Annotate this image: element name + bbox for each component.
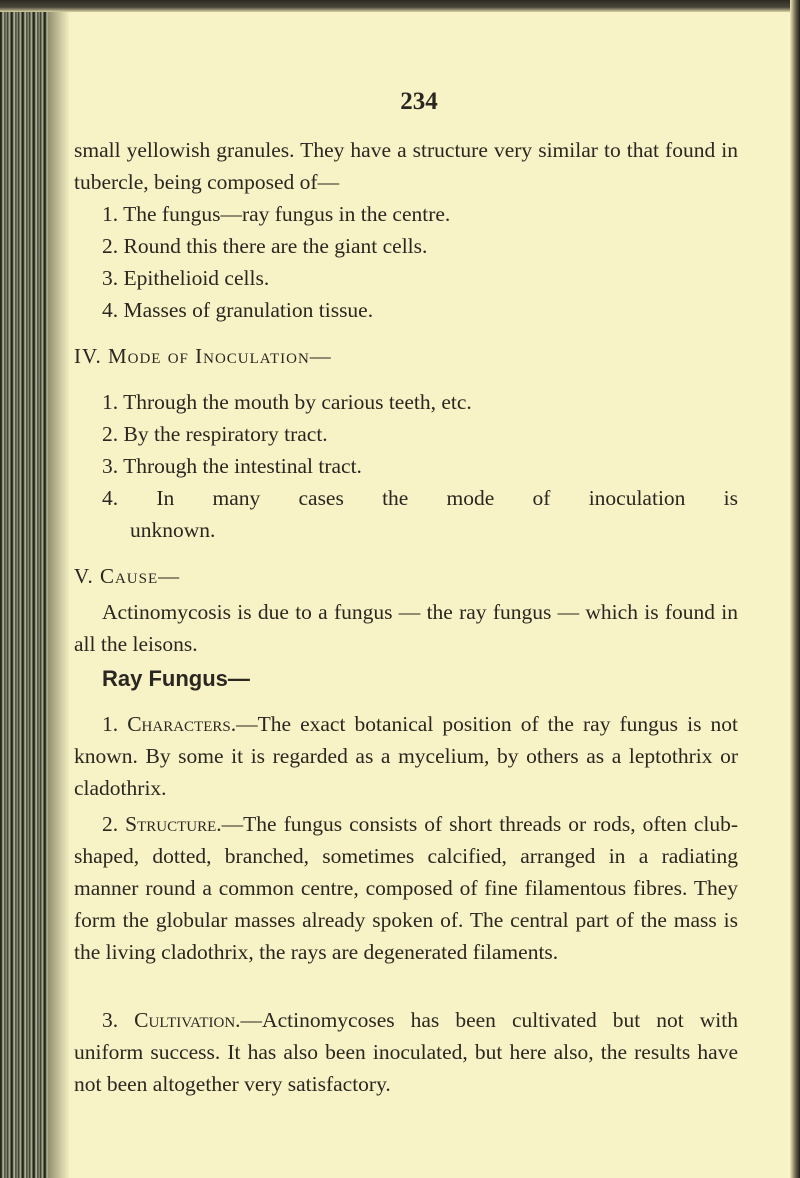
inoculation-item-4-continuation: unknown. — [130, 518, 216, 542]
characters-paragraph — [74, 708, 738, 804]
inoculation-item-4: 4. In many cases the mode of inoculation is — [102, 486, 738, 510]
inoculation-item-3: 3. Through the intestinal tract. — [102, 454, 362, 478]
spine-shadow — [48, 0, 70, 1178]
cause-text: Actinomycosis is due to a fungus — the ray fungus — which is found in all the leisons. — [74, 600, 738, 656]
cultivation-paragraph — [74, 1004, 738, 1100]
structure-label: 2. Structure. — [102, 812, 222, 836]
cultivation-text: —Actinomycoses has been cultivated but not with uniform success. It has also been inoculated, but here also, the results have not been altogether very satisfactory. — [74, 1008, 738, 1096]
characters-text: —The exact botanical position of the ray fungus is not known. By some it is regarded as a mycelium, by others as a leptothrix or cladothrix. — [74, 712, 738, 800]
structure-item-3: 3. Epithelioid cells. — [102, 266, 270, 290]
ray-fungus-heading: Ray Fungus— — [102, 666, 250, 691]
cause-paragraph — [74, 596, 738, 660]
inoculation-item-1: 1. Through the mouth by carious teeth, etc. — [102, 390, 472, 414]
structure-paragraph — [74, 808, 738, 968]
structure-item-4: 4. Masses of granulation tissue. — [102, 298, 374, 322]
page-right-edge — [790, 0, 800, 1178]
structure-item-2: 2. Round this there are the giant cells. — [102, 234, 428, 258]
structure-item-1: 1. The fungus—ray fungus in the centre. — [102, 202, 451, 226]
book-spine — [0, 0, 48, 1178]
cultivation-label: 3. Cultivation. — [102, 1008, 241, 1032]
section-v-heading: V. Cause— — [74, 564, 181, 588]
intro-text: small yellowish granules. They have a structure very similar to that found in tubercle, being composed of— — [74, 138, 738, 194]
page-number: 234 — [400, 88, 438, 115]
page-top-edge — [0, 0, 800, 12]
structure-text: —The fungus consists of short threads or rods, often club-shaped, dotted, branched, sometimes calcified, arranged in a radiating manner round a common centre, composed of fine filamentous fibres. They form the globular masses already spoken of. The central part of the mass is the living cladothrix, the rays are degenerated filaments. — [74, 812, 739, 964]
section-iv-heading: IV. Mode of Inoculation— — [74, 344, 332, 368]
inoculation-item-2: 2. By the respiratory tract. — [102, 422, 328, 446]
characters-label: 1. Characters. — [102, 712, 237, 736]
intro-paragraph — [74, 134, 738, 198]
